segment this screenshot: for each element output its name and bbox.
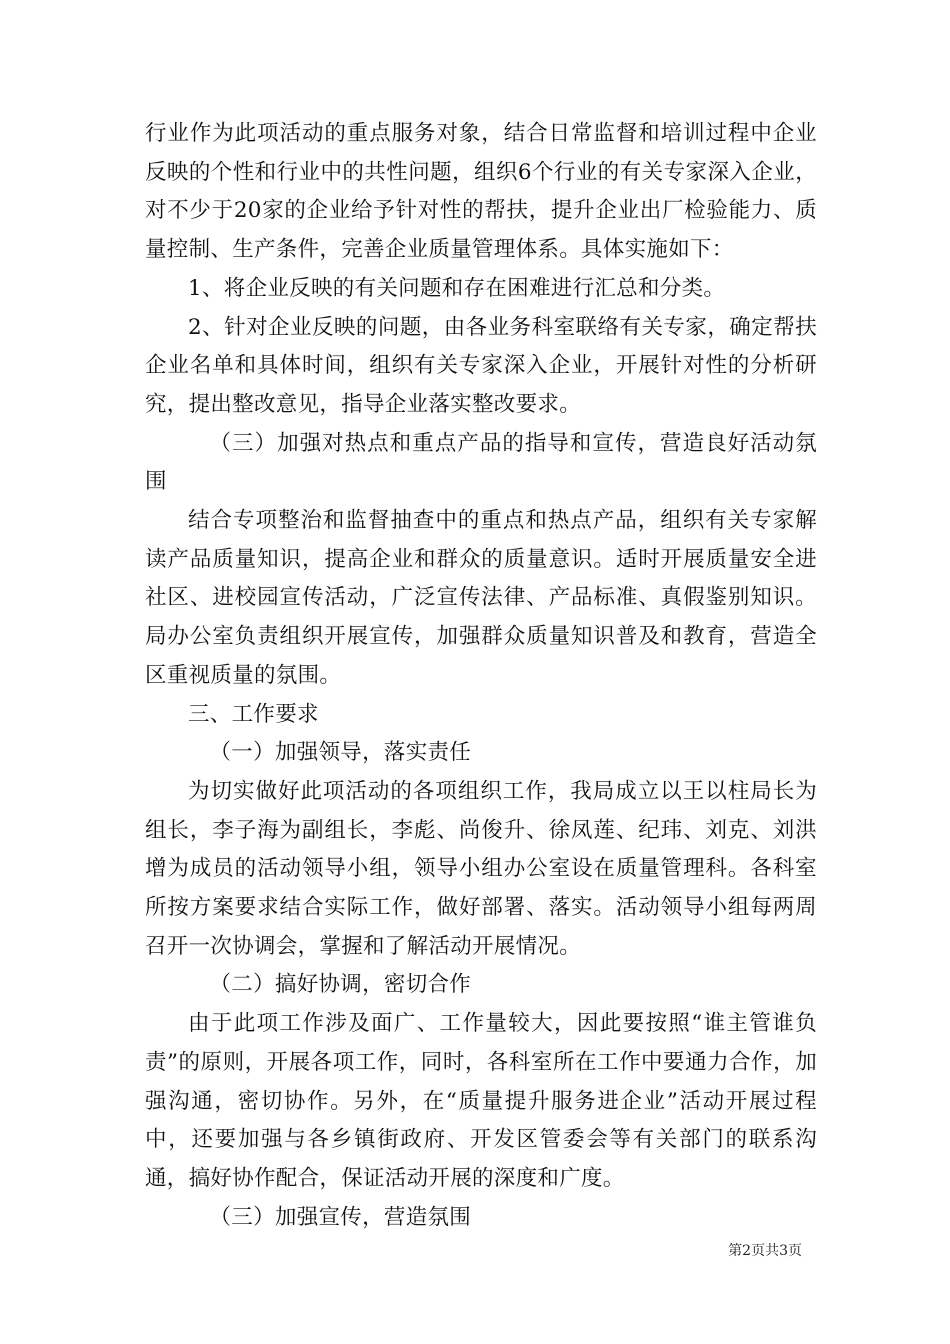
paragraph-service-targets: 行业作为此项活动的重点服务对象，结合日常监督和培训过程中企业反映的个性和行业中的共性问题，组织6个行业的有关专家深入企业，对不少于20家的企业给予针对性的帮扶，提升企业出厂检验能力、质量控制、生产条件，完善企业质量管理体系。具体实施如下： [145, 121, 817, 263]
section-heading-work-requirements: 三、工作要求 [188, 701, 319, 727]
document-body [145, 115, 817, 1237]
paragraph-item-2: 2、针对企业反映的问题，由各业务科室联络有关专家，确定帮扶企业名单和具体时间，组织有关专家深入企业，开展针对性的分析研究，提出整改意见，指导企业落实整改要求。 [145, 314, 817, 417]
page-number: 第2页共3页 [728, 1243, 802, 1259]
paragraph-leadership: 为切实做好此项活动的各项组织工作，我局成立以王以柱局长为组长，李子海为副组长，李彪、尚俊升、徐凤莲、纪玮、刘克、刘洪增为成员的活动领导小组，领导小组办公室设在质量管理科。各科室所按方案要求结合实际工作，做好部署、落实。活动领导小组每两周召开一次协调会，掌握和了解活动开展情况。 [145, 778, 817, 959]
paragraph-coordination: 由于此项工作涉及面广、工作量较大，因此要按照“谁主管谁负责”的原则，开展各项工作，同时，各科室所在工作中要通力合作，加强沟通，密切协作。另外，在“质量提升服务进企业”活动开展过程中，还要加强与各乡镇街政府、开发区管委会等有关部门的联系沟通，搞好协作配合，保证活动开展的深度和广度。 [145, 1011, 817, 1191]
subheading-coordination: （二）搞好协调，密切合作 [209, 972, 472, 998]
subheading-guidance-publicity: （三）加强对热点和重点产品的指导和宣传，营造良好活动氛围 [145, 430, 817, 495]
subheading-leadership: （一）加强领导，落实责任 [209, 740, 472, 766]
paragraph-publicity: 结合专项整治和监督抽查中的重点和热点产品，组织有关专家解读产品质量知识，提高企业和群众的质量意识。适时开展质量安全进社区、进校园宣传活动，广泛宣传法律、产品标准、真假鉴别知识。局办公室负责组织开展宣传，加强群众质量知识普及和教育，营造全区重视质量的氛围。 [145, 508, 817, 688]
subheading-publicity-atmosphere: （三）加强宣传，营造氛围 [209, 1204, 472, 1230]
paragraph-item-1: 1、将企业反映的有关问题和存在困难进行汇总和分类。 [188, 275, 726, 301]
